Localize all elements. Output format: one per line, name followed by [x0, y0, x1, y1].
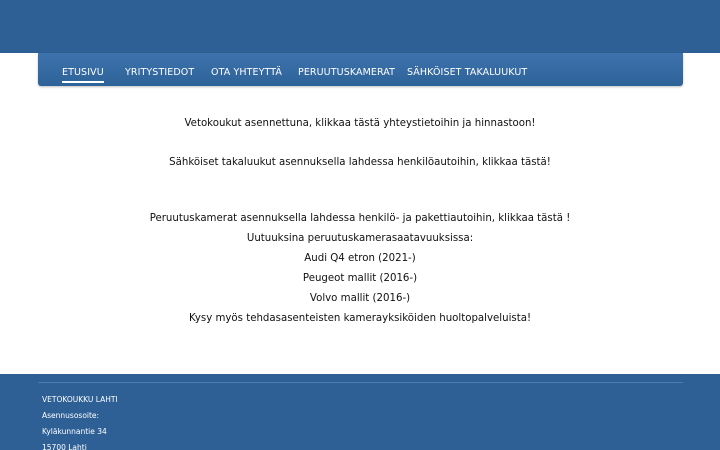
model-item: Audi Q4 etron (2021-): [304, 253, 416, 264]
model-item: Peugeot mallit (2016-): [302, 273, 418, 284]
nav-item-yritystiedot[interactable]: YRITYSTIEDOT: [125, 67, 195, 78]
footer-postal: 15700 Lahti: [42, 443, 87, 450]
tailgate-paragraph: [0, 157, 720, 168]
nav-item-ota-yhteytta[interactable]: OTA YHTEYTTÄ: [211, 67, 283, 78]
nav-item-peruutuskamerat[interactable]: PERUUTUSKAMERAT: [298, 67, 396, 78]
site-header: [0, 0, 720, 53]
footer-street: Kyläkunnantie 34: [42, 427, 107, 436]
footer-address-label: Asennusosoite:: [42, 411, 100, 420]
towbar-link[interactable]: Vetokoukut asennettuna, klikkaa tästä yhteystietoihin ja hinnastoon!: [184, 118, 536, 129]
main-navigation: [38, 53, 683, 86]
model-item: Volvo mallit (2016-): [309, 293, 411, 304]
site-footer: [0, 374, 720, 450]
nav-item-sahkoiset-takaluukut[interactable]: SÄHKÖISET TAKALUUKUT: [407, 67, 528, 78]
main-content: [0, 86, 720, 374]
footer-company-name: VETOKOUKKU LAHTI: [42, 395, 118, 404]
towbar-paragraph: [0, 118, 720, 129]
footer-divider: [38, 382, 683, 383]
news-heading: Uutuuksina peruutuskamerasaatavuuksissa:: [246, 233, 474, 244]
nav-item-etusivu[interactable]: ETUSIVU: [62, 67, 104, 78]
camera-link[interactable]: Peruutuskamerat asennuksella lahdessa henkilö- ja pakettiautoihin, klikkaa tästä !: [149, 213, 571, 224]
service-note: Kysy myös tehdasasenteisten kamerayksiköiden huoltopalveluista!: [188, 313, 532, 324]
camera-paragraph: [0, 213, 720, 224]
tailgate-link[interactable]: Sähköiset takaluukut asennuksella lahdessa henkilöautoihin, klikkaa tästä!: [169, 157, 551, 168]
